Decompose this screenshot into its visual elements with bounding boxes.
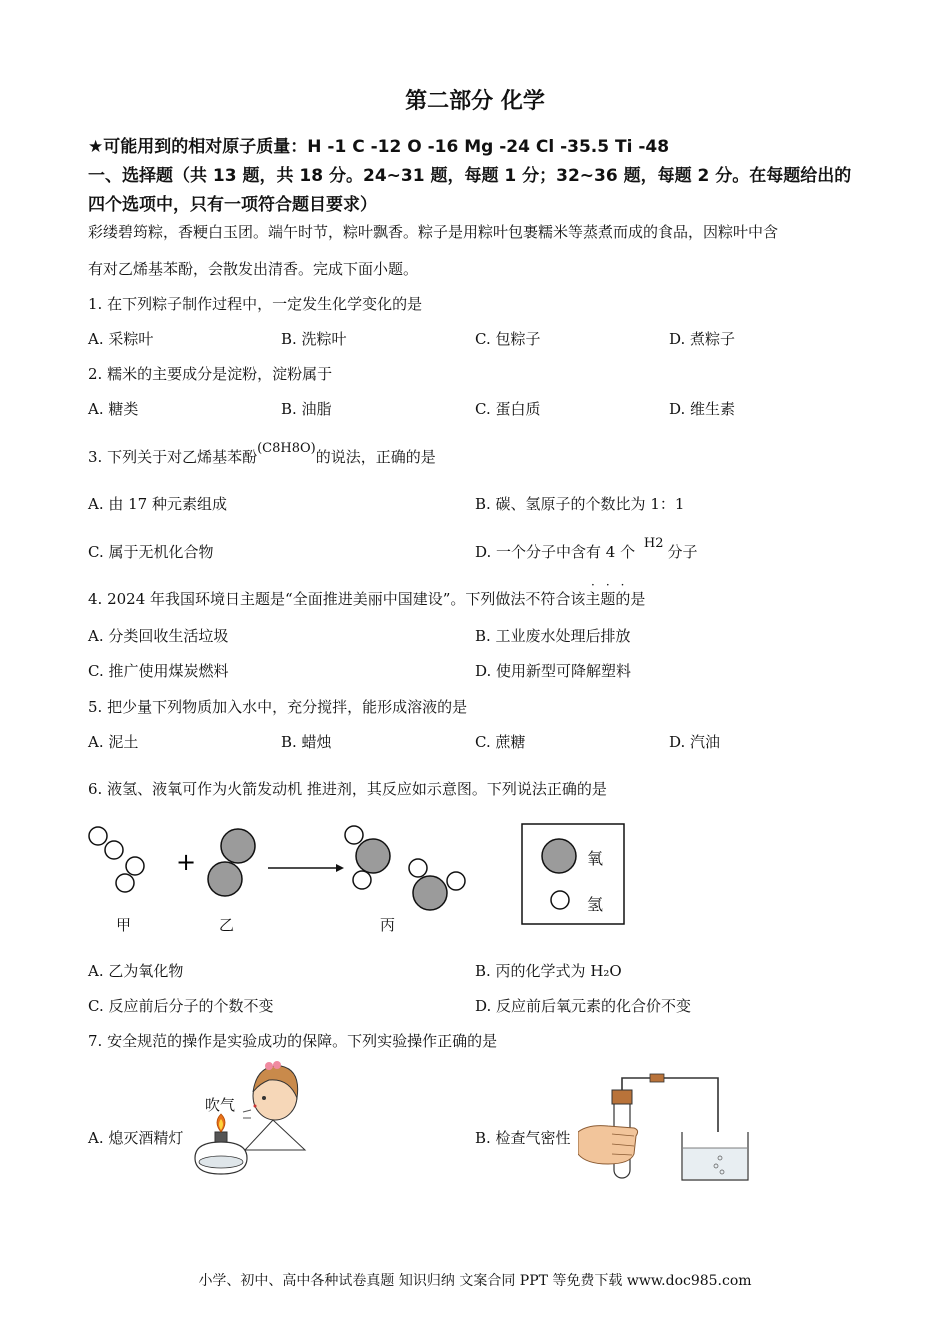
molecule-jia xyxy=(89,827,144,892)
question-4-stem: 4. 2024 年我国环境日主题是“全面推进美丽中国建设”。下列做法不符合该主题的是 xyxy=(88,590,646,608)
q3-formula: (C8H8O) xyxy=(257,441,316,456)
q3-option-c: C. 属于无机化合物 xyxy=(88,543,214,561)
intro-line1: 彩缕碧筠粽，香粳白玉团。端午时节，粽叶飘香。粽子是用粽叶包裹糯米等蒸煮而成的食品，因粽叶中含 xyxy=(88,223,779,241)
q6-option-d: D. 反应前后氧元素的化合价不变 xyxy=(475,997,692,1015)
reaction-arrow-head xyxy=(336,864,344,872)
section-header-line1: 一、选择题（共 13 题，共 18 分。24~31 题，每题 1 分；32~36 题，每题 2 分。在每题给出的 xyxy=(88,166,852,186)
q6-option-a: A. 乙为氧化物 xyxy=(88,962,184,980)
question-7-stem: 7. 安全规范的操作是实验成功的保障。下列实验操作正确的是 xyxy=(88,1032,498,1050)
molecule-bing xyxy=(345,826,465,910)
q6-option-c: C. 反应前后分子的个数不变 xyxy=(88,997,274,1015)
q5-option-a: A. 泥土 xyxy=(88,733,139,751)
airtightness-check-illustration xyxy=(578,1072,758,1184)
q1-option-a: A. 采粽叶 xyxy=(88,330,154,348)
q3-stem-pre: 3. 下列关于对乙烯基苯酚 xyxy=(88,448,258,466)
q2-option-b: B. 油脂 xyxy=(281,400,332,418)
blow-label: 吹气 xyxy=(205,1096,236,1114)
question-5-stem: 5. 把少量下列物质加入水中，充分搅拌，能形成溶液的是 xyxy=(88,698,468,716)
intro-line2: 有对乙烯基苯酚，会散发出清香。完成下面小题。 xyxy=(88,260,419,278)
q5-option-b: B. 蜡烛 xyxy=(281,733,332,751)
label-yi: 乙 xyxy=(219,916,235,934)
page-title: 第二部分 化学 xyxy=(405,89,545,114)
q7-option-a: A. 熄灭酒精灯 xyxy=(88,1129,184,1147)
legend-oxygen-atom xyxy=(542,839,576,873)
page-footer: 小学、初中、高中各种试卷真题 知识归纳 文案合同 PPT 等免费下载 www.doc985.com xyxy=(198,1273,752,1289)
emphasis-dots: ··· xyxy=(591,578,636,592)
alcohol-lamp-illustration xyxy=(185,1058,310,1183)
q3-option-a: A. 由 17 种元素组成 xyxy=(88,495,227,513)
q3-option-d: D. 一个分子中含有 4 个 H2 分子 xyxy=(475,536,698,561)
legend-hydrogen-label: 氢 xyxy=(587,895,604,914)
plus-sign: + xyxy=(176,848,197,876)
q3-stem-post: 的说法，正确的是 xyxy=(315,448,436,466)
q6-option-b: B. 丙的化学式为 H₂O xyxy=(475,962,622,980)
reaction-diagram xyxy=(80,818,640,938)
molecule-yi xyxy=(208,829,255,896)
q4-option-d: D. 使用新型可降解塑料 xyxy=(475,662,632,680)
q2-option-d: D. 维生素 xyxy=(669,400,736,418)
q2-option-c: C. 蛋白质 xyxy=(475,400,541,418)
q3-option-b: B. 碳、氢原子的个数比为 1：1 xyxy=(475,495,685,513)
question-1-stem: 1. 在下列粽子制作过程中，一定发生化学变化的是 xyxy=(88,295,423,313)
q5-option-d: D. 汽油 xyxy=(669,733,721,751)
q4-option-b: B. 工业废水处理后排放 xyxy=(475,627,631,645)
atomic-mass-line: ★可能用到的相对原子质量：H -1 C -12 O -16 Mg -24 Cl -35.5 Ti -48 xyxy=(88,137,670,157)
section-header-line2: 四个选项中，只有一项符合题目要求） xyxy=(88,195,377,215)
legend-oxygen-label: 氧 xyxy=(587,849,604,868)
question-3-stem xyxy=(88,441,436,467)
q1-option-b: B. 洗粽叶 xyxy=(281,330,347,348)
question-2-stem: 2. 糯米的主要成分是淀粉，淀粉属于 xyxy=(88,365,333,383)
q3-option-d-formula: H2 xyxy=(643,536,664,551)
q1-option-c: C. 包粽子 xyxy=(475,330,541,348)
q1-option-d: D. 煮粽子 xyxy=(669,330,736,348)
legend-hydrogen-atom xyxy=(551,891,569,909)
legend-box xyxy=(522,824,624,924)
question-6-stem: 6. 液氢、液氧可作为火箭发动机 推进剂，其反应如示意图。下列说法正确的是 xyxy=(88,780,607,798)
label-jia: 甲 xyxy=(116,916,132,934)
label-bing: 丙 xyxy=(380,916,396,934)
q2-option-a: A. 糖类 xyxy=(88,400,139,418)
q7-option-b: B. 检查气密性 xyxy=(475,1129,571,1147)
q4-option-a: A. 分类回收生活垃圾 xyxy=(88,627,229,645)
q5-option-c: C. 蔗糖 xyxy=(475,733,526,751)
q4-option-c: C. 推广使用煤炭燃料 xyxy=(88,662,229,680)
